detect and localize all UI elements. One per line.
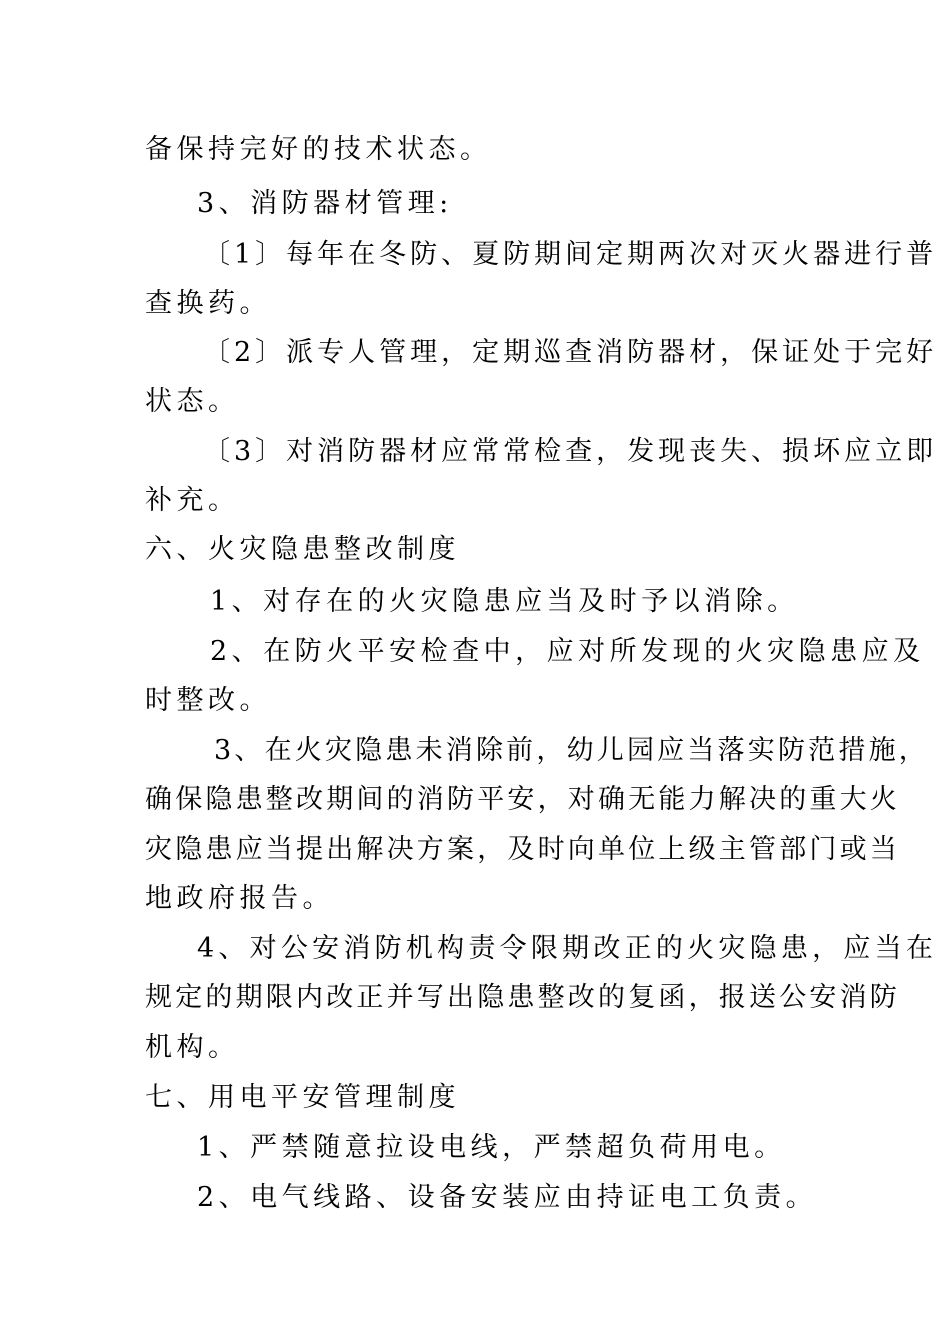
- list-item-line: 2、电气线路、设备安装应由持证电工负责。: [197, 1182, 818, 1213]
- body-text-line: 时整改。: [145, 685, 271, 716]
- section-heading: 六、火灾隐患整改制度: [145, 534, 460, 565]
- body-text-line: 确保隐患整改期间的消防平安，对确无能力解决的重大火: [145, 784, 900, 815]
- list-item-line: 〔2〕派专人管理，定期巡查消防器材，保证处于完好: [203, 337, 938, 368]
- body-text-line: 机构。: [145, 1032, 240, 1063]
- body-text-line: 灾隐患应当提出解决方案，及时向单位上级主管部门或当: [145, 834, 900, 865]
- list-item-line: 〔1〕每年在冬防、夏防期间定期两次对灭火器进行普: [203, 239, 938, 270]
- body-text-line: 状态。: [145, 386, 240, 417]
- body-text-line: 补充。: [145, 485, 240, 516]
- body-text-line: 地政府报告。: [145, 883, 334, 914]
- list-item-line: 3、在火灾隐患未消除前，幼儿园应当落实防范措施，: [214, 735, 929, 766]
- list-item-line: 2、在防火平安检查中，应对所发现的火灾隐患应及: [210, 636, 925, 667]
- list-item-line: 4、对公安消防机构责令限期改正的火灾隐患，应当在: [197, 933, 938, 964]
- section-heading: 七、用电平安管理制度: [145, 1082, 460, 1113]
- body-text-line: 备保持完好的技术状态。: [145, 134, 492, 165]
- list-item-line: 1、对存在的火灾隐患应当及时予以消除。: [210, 586, 799, 617]
- list-item-line: 1、严禁随意拉设电线，严禁超负荷用电。: [197, 1132, 786, 1163]
- list-item-line: 〔3〕对消防器材应常常检查，发现丧失、损坏应立即: [203, 436, 938, 467]
- body-text-line: 规定的期限内改正并写出隐患整改的复函，报送公安消防: [145, 982, 900, 1013]
- body-text-line: 查换药。: [145, 288, 271, 319]
- subsection-heading: 3、消防器材管理:: [197, 188, 453, 219]
